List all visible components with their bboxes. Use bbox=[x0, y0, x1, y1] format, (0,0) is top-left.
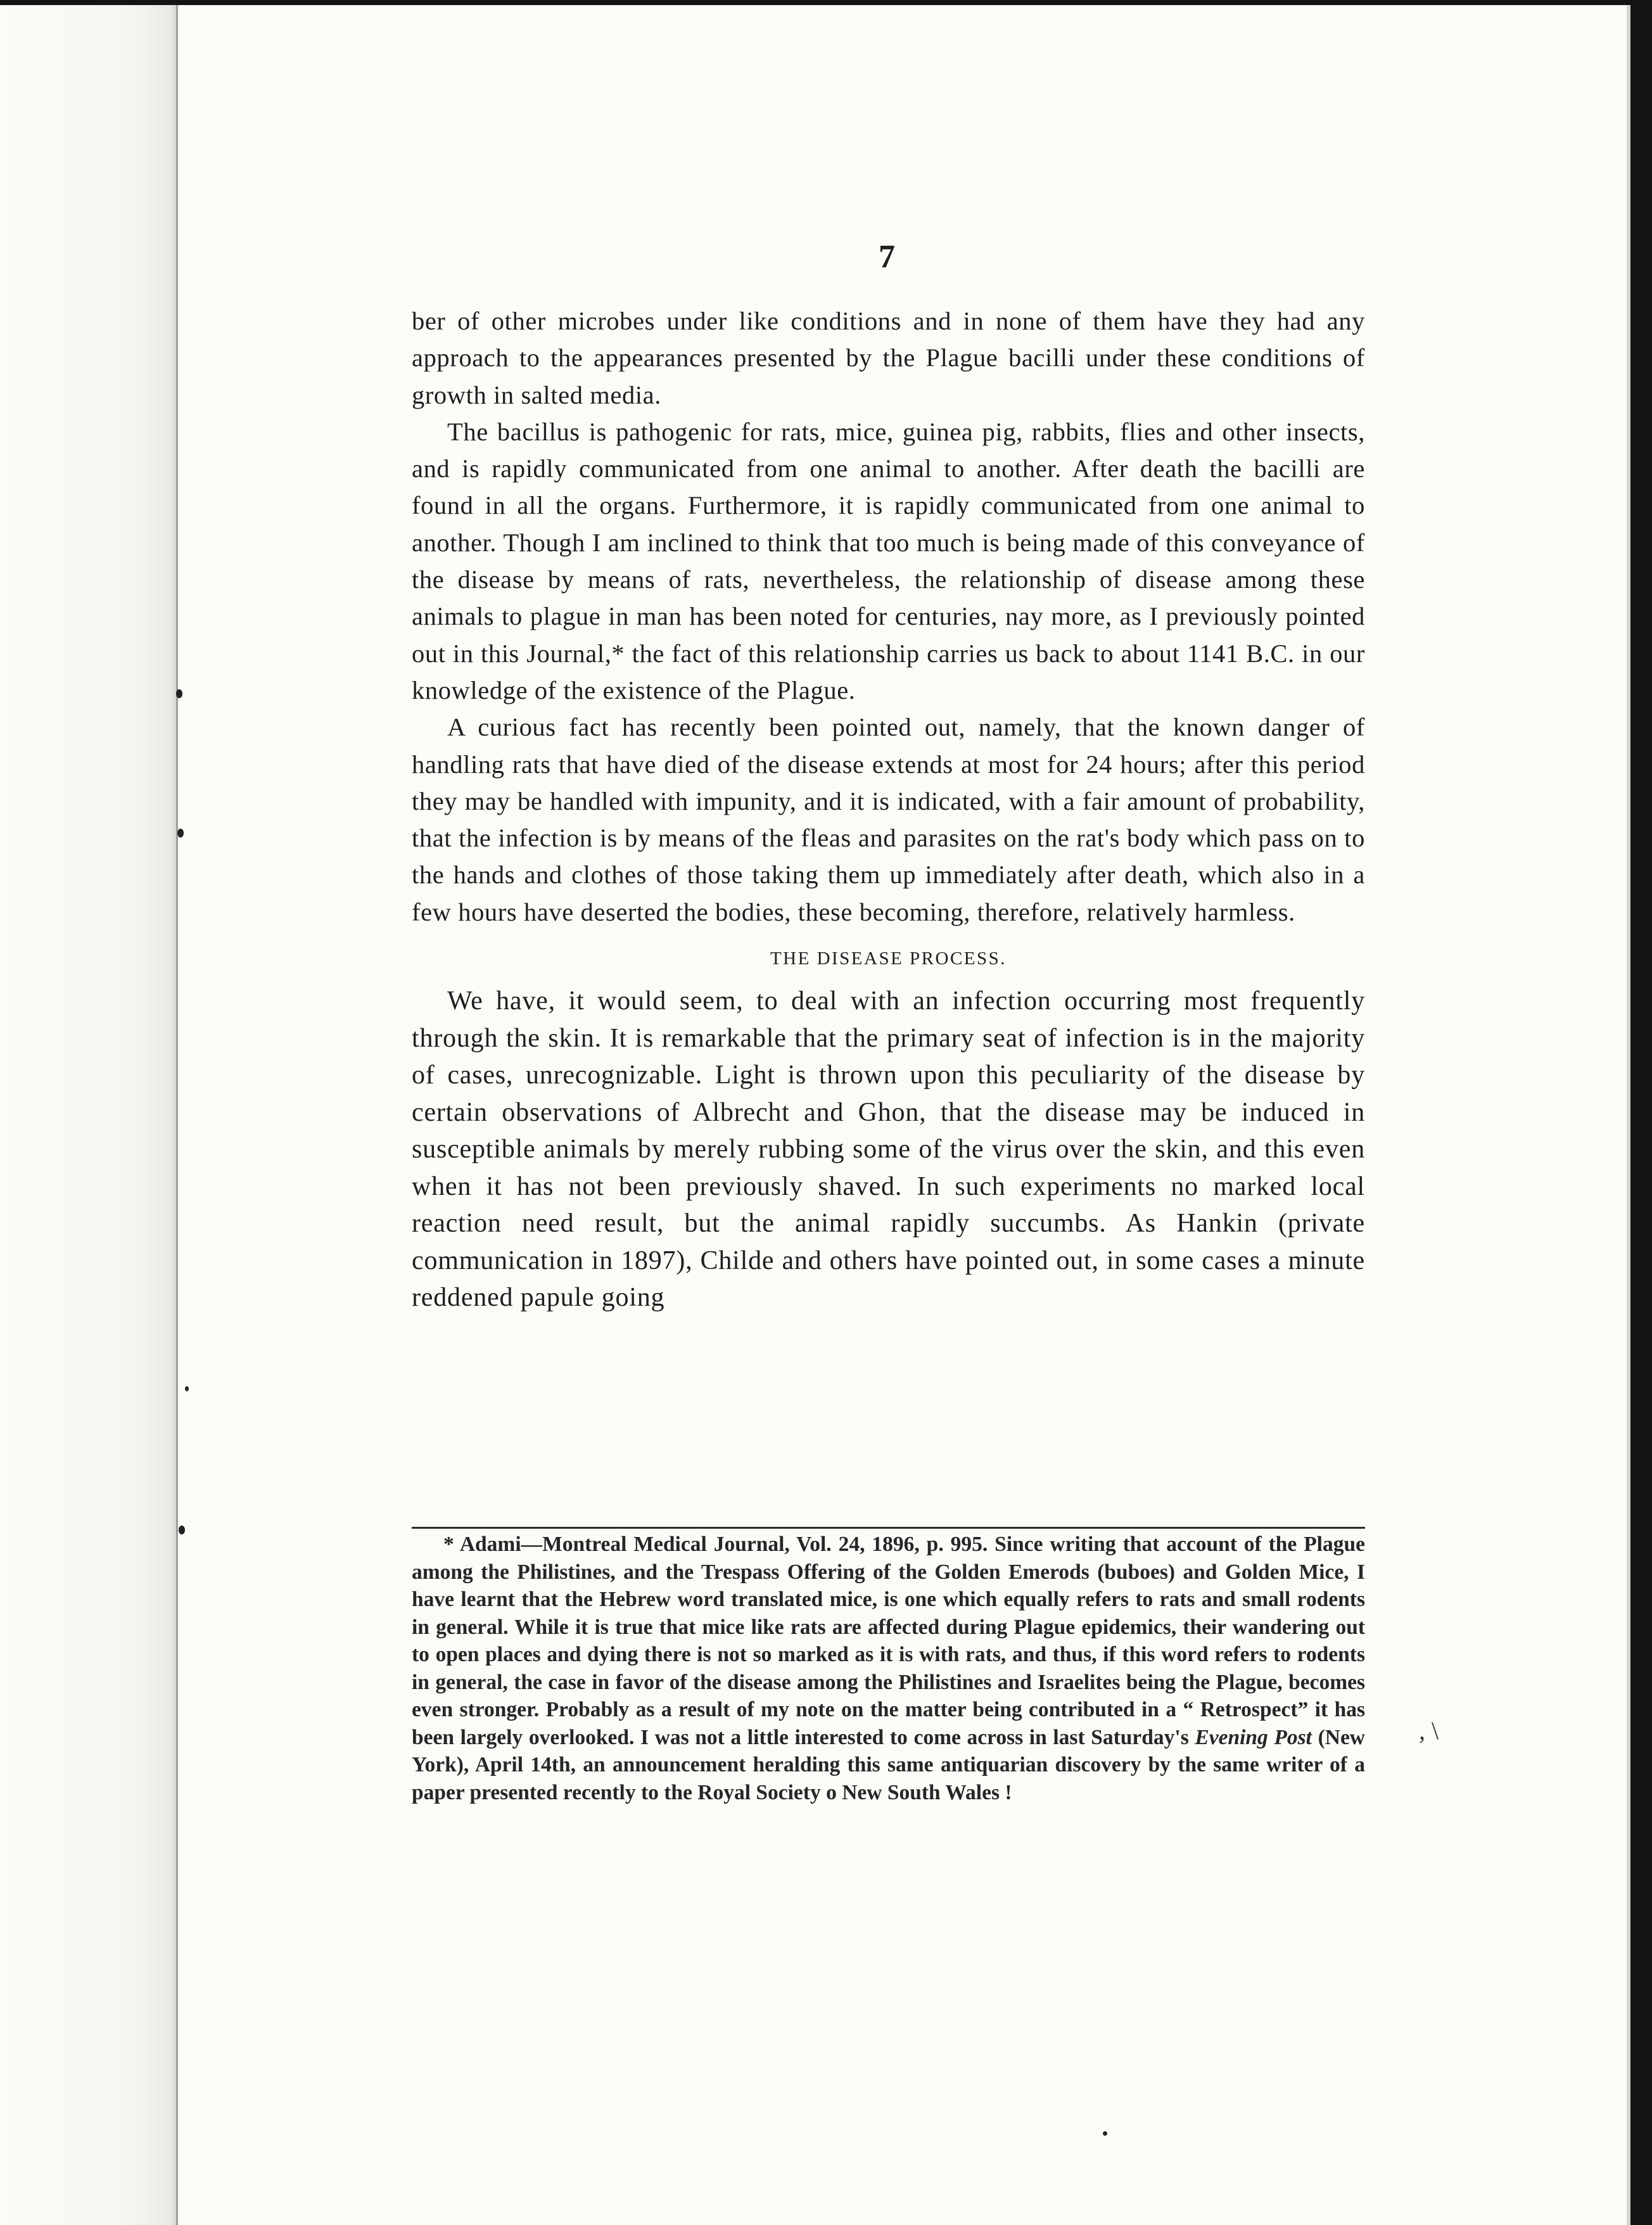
binding-hole-mark bbox=[176, 689, 182, 698]
paper-sheet bbox=[0, 5, 1630, 2225]
margin-mark: , \ bbox=[1419, 1716, 1439, 1745]
section-body bbox=[412, 983, 1365, 1317]
stray-speck bbox=[1103, 2131, 1107, 2136]
footnote-rule bbox=[412, 1527, 1365, 1529]
footnote-text-end: (New York), April 14th, an announcement heralding this same antiquarian discovery by the same writer of a paper presented recently to the Royal Society o New South Wales ! bbox=[412, 1725, 1366, 1804]
binding-hole-mark bbox=[179, 1526, 185, 1534]
footnote bbox=[412, 1531, 1365, 1806]
binding-hole-mark bbox=[185, 1386, 189, 1391]
paragraph: A curious fact has recently been pointed out, namely, that the known danger of handling rats that have died of the disease extends at most for 24 hours; after this period they may be handled with impunity, and it is indicated, with a fair amount of probability, that the infection is by means of the fleas and parasites on the rat's body which pass on to the hands and clothes of those taking them up immediately after death, which also in a few hours have deserted the bodies, these becoming, therefore, relatively harmless. bbox=[412, 713, 1365, 926]
footnote-text-start: * Adami—Montreal Medical Journal, Vol. 24, 1896, p. 995. Since writing that account of the Plague among the Philistines, and the Trespass Offering of the Golden Emerods (buboes) and Golden Mice, I have learnt that the Hebrew word translated mice, is one which equally refers to rats and small rodents in general. While it is true that mice like rats are affected during Plague epidemics, their wandering out to open places and dying there is not so marked as it is with rats, and thus, if this word refers to rodents in general, the case in favor of the disease among the Philistines and Israelites being the Plague, becomes even stronger. Probably as a result of my note on the matter being contributed in a “ Retrospect” it has been largely overlooked. I was not a little interested to come across in last Saturday's bbox=[412, 1533, 1365, 1749]
binding-hole-mark bbox=[177, 829, 184, 838]
page-number: 7 bbox=[879, 239, 895, 275]
section-heading: THE DISEASE PROCESS. bbox=[770, 948, 1007, 969]
paragraph: We have, it would seem, to deal with an infection occurring most frequently through the skin. It is remarkable that the primary seat of infection is in the majority of cases, unrecognizable. Light is thrown upon this peculiarity of the disease by certain observations of Albrecht and Ghon, that the disease may be induced in susceptible animals by merely rubbing some of the virus over the skin, and this even when it has not been previously shaved. In such experiments no marked local reaction need result, but the animal rapidly succumbs. As Hankin (private communication in 1897), Childe and others have pointed out, in some cases a minute reddened papule going bbox=[412, 986, 1365, 1313]
body-text bbox=[412, 303, 1365, 1317]
paragraph: The bacillus is pathogenic for rats, mice, guinea pig, rabbits, flies and other insects, and is rapidly communicated from one animal to another. After death the bacilli are found in all the organs. Furthermore, it is rapidly communicated from one animal to another. Though I am inclined to think that too much is being made of this conveyance of the disease by means of rats, nevertheless, the relationship of disease among these animals to plague in man has been noted for centuries, nay more, as I previously pointed out in this Journal,* the fact of this relationship carries us back to about 1141 B.C. in our knowledge of the existence of the Plague. bbox=[412, 417, 1365, 704]
footnote-text bbox=[412, 1531, 1365, 1806]
gutter-line bbox=[176, 5, 178, 2225]
paragraph: ber of other microbes under like conditions and in none of them have they had any approach to the appearances presented by the Plague bacilli under these conditions of growth in salted media. bbox=[412, 307, 1365, 409]
footnote-italic-title: Evening Post bbox=[1195, 1725, 1312, 1749]
binding-margin bbox=[0, 5, 177, 2225]
